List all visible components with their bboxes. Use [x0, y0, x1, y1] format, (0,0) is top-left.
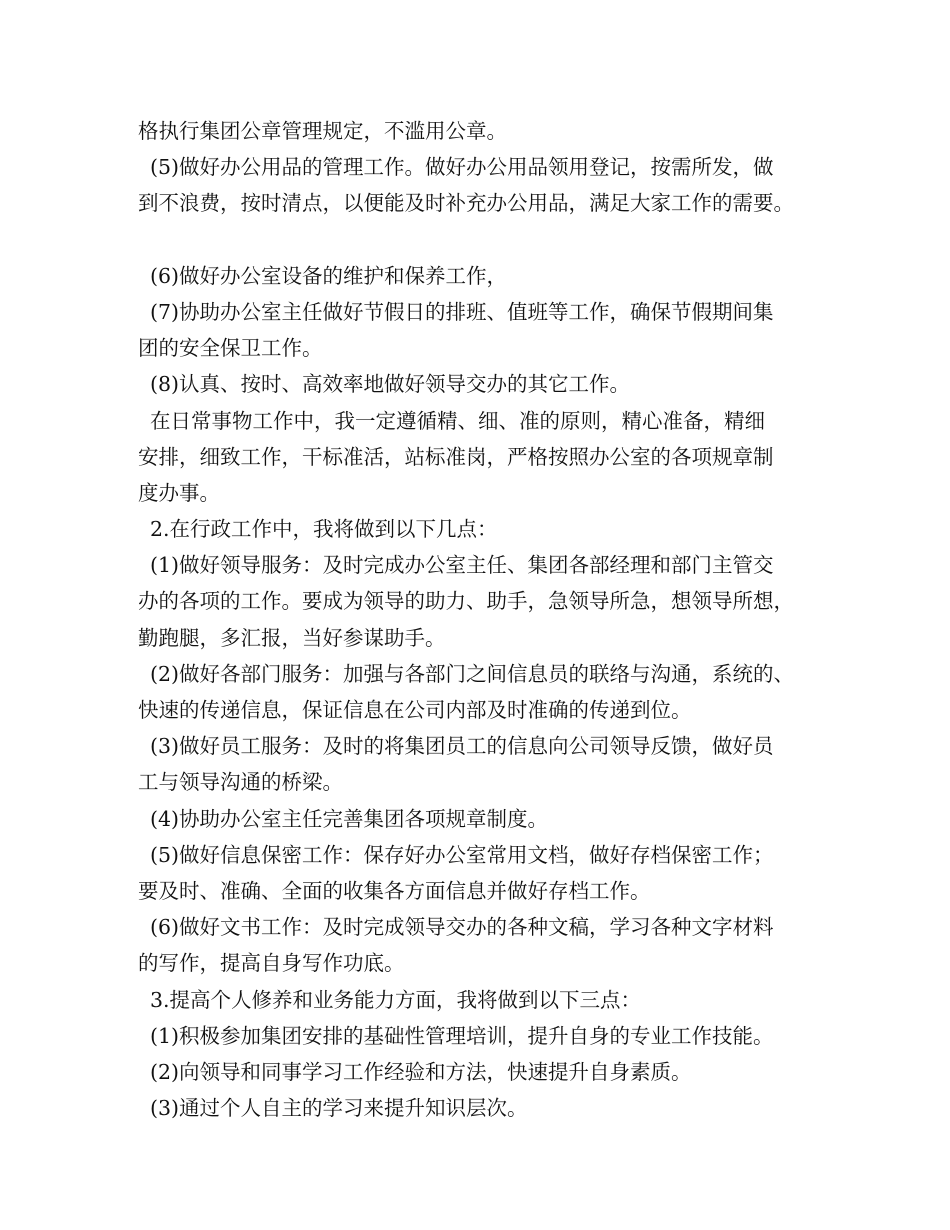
- text-line: 快速的传递信息，保证信息在公司内部及时准确的传递到位。: [138, 698, 692, 722]
- text-line: (5)做好办公用品的管理工作。做好办公用品领用登记，按需所发，做: [150, 155, 774, 180]
- text-line: (6)做好办公室设备的维护和保养工作，: [150, 263, 508, 288]
- blank-line: [138, 222, 828, 258]
- text-line: 团的安全保卫工作。: [138, 336, 323, 361]
- text-line: 3.提高个人修养和业务能力方面，我将做到以下三点：: [150, 987, 642, 1012]
- text-line: 要及时、准确、全面的收集各方面信息并做好存档工作。: [138, 878, 651, 903]
- text-line: 的写作，提高自身写作功底。: [138, 951, 405, 976]
- text-line: (1)积极参加集团安排的基础性管理培训，提升自身的专业工作技能。: [150, 1023, 774, 1048]
- text-line: 格执行集团公章管理规定，不滥用公章。: [138, 119, 507, 143]
- text-line: (5)做好信息保密工作：保存好办公室常用文档，做好存档保密工作；: [150, 842, 774, 867]
- text-line: 度办事。: [138, 480, 220, 505]
- text-line: 在日常事物工作中，我一定遵循精、细、准的原则，精心准备，精细: [150, 408, 765, 433]
- text-line: 工与领导沟通的桥梁。: [138, 770, 343, 795]
- document-body: [138, 113, 828, 1126]
- text-line: (8)认真、按时、高效率地做好领导交办的其它工作。: [150, 372, 631, 397]
- text-line: 勤跑腿，多汇报，当好参谋助手。: [138, 625, 446, 650]
- text-line: (3)做好员工服务：及时的将集团员工的信息向公司领导反馈，做好员: [150, 734, 774, 759]
- text-line: (7)协助办公室主任做好节假日的排班、值班等工作，确保节假期间集: [150, 299, 774, 324]
- text-line: 办的各项的工作。要成为领导的助力、助手，急领导所急，想领导所想，: [138, 589, 794, 614]
- text-line: (2)向领导和同事学习工作经验和方法，快速提升自身素质。: [150, 1059, 692, 1084]
- text-line: (1)做好领导服务：及时完成办公室主任、集团各部经理和部门主管交: [150, 553, 774, 578]
- text-line: (6)做好文书工作：及时完成领导交办的各种文稿，学习各种文字材料: [150, 915, 774, 940]
- text-line: (2)做好各部门服务：加强与各部门之间信息员的联络与沟通，系统的、: [150, 661, 795, 686]
- text-line: 安排，细致工作，干标准活，站标准岗，严格按照办公室的各项规章制: [138, 444, 774, 469]
- text-line: (4)协助办公室主任完善集团各项规章制度。: [150, 806, 549, 831]
- text-line: 到不浪费，按时清点，以便能及时补充办公用品，满足大家工作的需要。: [138, 191, 794, 216]
- text-line: (3)通过个人自主的学习来提升知识层次。: [150, 1096, 528, 1121]
- text-line: 2.在行政工作中，我将做到以下几点：: [150, 517, 498, 542]
